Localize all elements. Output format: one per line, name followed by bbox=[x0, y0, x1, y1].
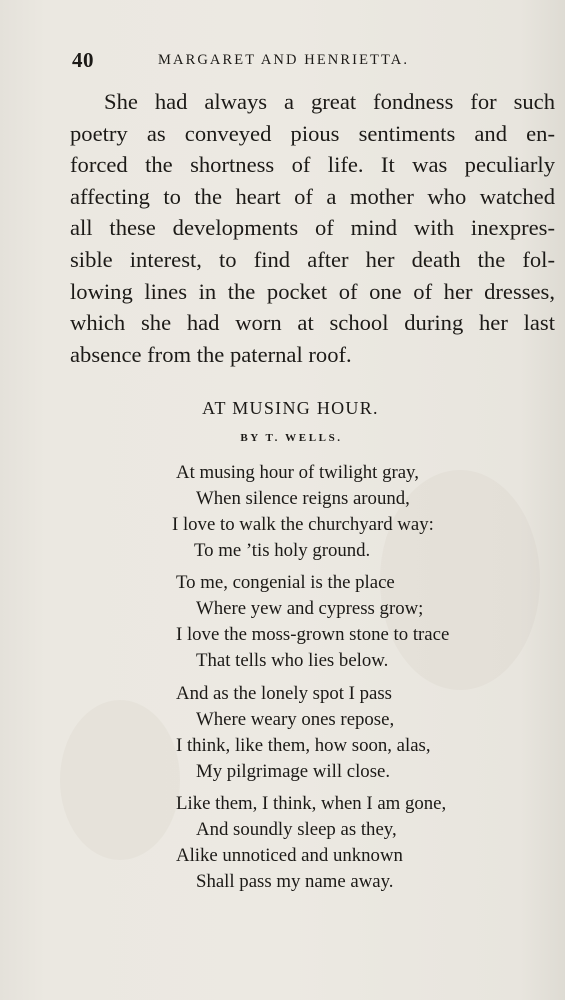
poem-line: To me ’tis holy ground. bbox=[194, 540, 371, 561]
paragraph-line: sible interest, to find after her death the fol- bbox=[70, 246, 555, 272]
running-title: MARGARET AND HENRIETTA. bbox=[158, 52, 410, 68]
paragraph-line: affecting to the heart of a mother who watched bbox=[70, 183, 555, 209]
poem-line: Where yew and cypress grow; bbox=[196, 598, 424, 619]
poem-title: AT MUSING HOUR. bbox=[202, 398, 379, 418]
poem-line: To me, congenial is the place bbox=[176, 572, 395, 593]
poem-line: Like them, I think, when I am gone, bbox=[176, 793, 447, 814]
poem-line: That tells who lies below. bbox=[196, 650, 389, 671]
poem-line: When silence reigns around, bbox=[196, 488, 410, 509]
paper-stain bbox=[60, 700, 180, 860]
paragraph-line: poetry as conveyed pious sentiments and en- bbox=[70, 120, 555, 146]
poem-line: I love to walk the churchyard way: bbox=[172, 514, 434, 535]
poem-line: My pilgrimage will close. bbox=[196, 761, 391, 782]
poem-line: And soundly sleep as they, bbox=[196, 819, 397, 840]
poem-line: I think, like them, how soon, alas, bbox=[176, 735, 431, 756]
poem-line: I love the moss-grown stone to trace bbox=[176, 624, 450, 645]
paragraph-line: absence from the paternal roof. bbox=[70, 341, 352, 367]
page-number: 40 bbox=[72, 48, 94, 72]
paragraph-line: forced the shortness of life. It was peculiarly bbox=[70, 152, 555, 178]
poem-line: Where weary ones repose, bbox=[196, 709, 395, 730]
body-paragraph bbox=[70, 86, 555, 370]
paragraph-line: lowing lines in the pocket of one of her dresses, bbox=[70, 278, 555, 304]
poem-line: Alike unnoticed and unknown bbox=[176, 845, 403, 866]
paragraph-line: which she had worn at school during her last bbox=[70, 310, 555, 336]
poem-line: At musing hour of twilight gray, bbox=[176, 462, 419, 483]
paragraph-line: all these developments of mind with inexpres- bbox=[70, 215, 555, 241]
page-header bbox=[72, 48, 492, 74]
poem-line: Shall pass my name away. bbox=[196, 871, 394, 892]
poem-byline: BY T. WELLS. bbox=[240, 432, 343, 444]
poem-line: And as the lonely spot I pass bbox=[176, 683, 392, 704]
paragraph-line: She had always a great fondness for such bbox=[104, 89, 555, 114]
